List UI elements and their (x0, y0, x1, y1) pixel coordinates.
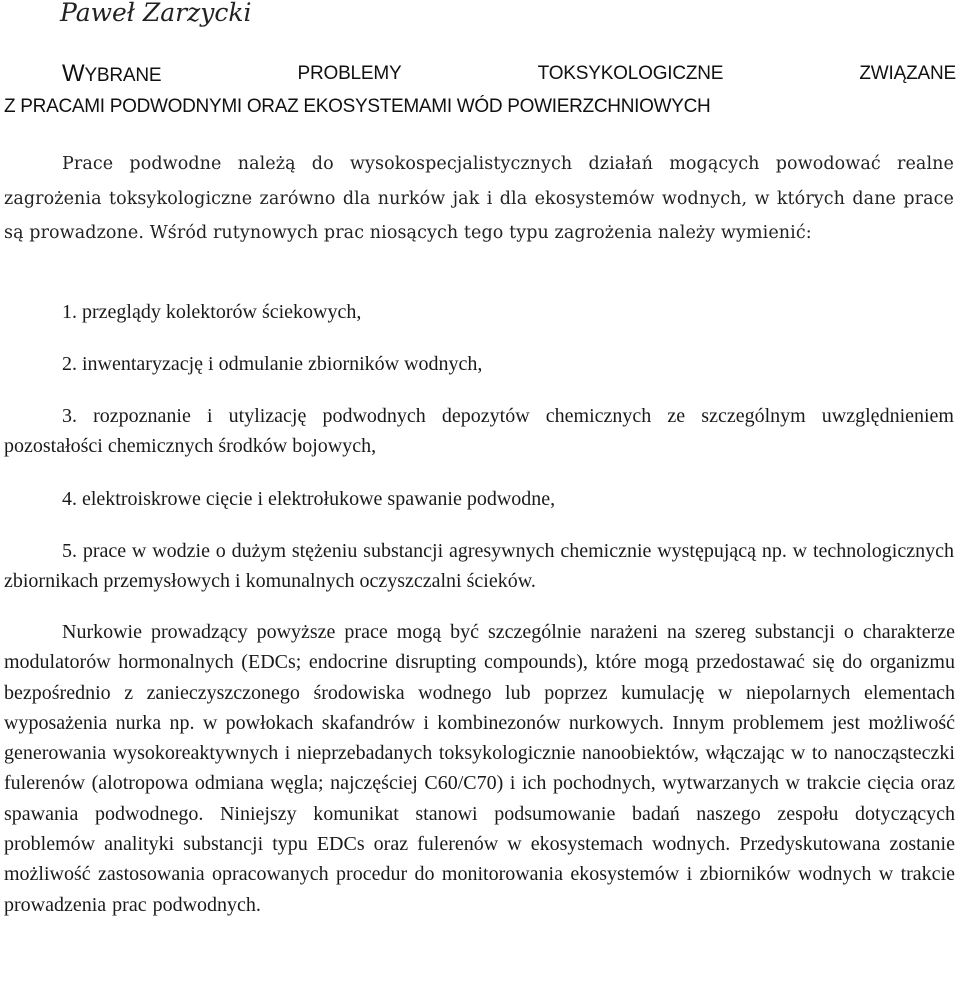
intro-paragraph (4, 147, 954, 251)
body-paragraph (4, 617, 955, 920)
title-word-1 (62, 57, 161, 90)
list-item (4, 349, 954, 379)
author-name: Paweł Zarzycki (60, 0, 252, 27)
body-paragraph-text: Nurkowie prowadzący powyższe prace mogą być szczególnie narażeni na szereg substancji o charakterze modulatorów hormonalnych (EDCs; endocrine disrupting compounds), które mogą przedostawać się do organizmu bezpośrednio z zanieczyszczonego środowiska wodnego lub poprzez kumulację w niepolarnych elementach wyposażenia nurka np. w powłokach skafandrów i kombinezonów nurkowych. Innym problemem jest możliwość generowania wysokoreaktywnych i nieprzebadanych toksykologicznie nanoobiektów, włączając w to nanocząsteczki fulerenów (alotropowa odmiana węgla; najczęściej C60/C70) i ich pochodnych, wytwarzanych w trakcie cięcia oraz spawania podwodnego. Niniejszy komunikat stanowi podsumowanie badań naszego zespołu dotyczących problemów analityki substancji typu EDCs oraz fulerenów w ekosystemach wodnych. Przedyskutowana zostanie możliwość zastosowania opracowanych procedur do monitorowania ekosystemów i zbiorników wodnych w trakcie prowadzenia prac podwodnych. (4, 621, 955, 916)
list-item-text: 4. elektroiskrowe cięcie i elektrołukowe spawanie podwodne, (62, 488, 556, 510)
title-line-2: Z PRACAMI PODWODNYMI ORAZ EKOSYSTEMAMI WÓD POWIERZCHNIOWYCH (4, 96, 711, 117)
title-word-1-initial: W (62, 60, 85, 87)
list-item (4, 536, 954, 596)
intro-text: Prace podwodne należą do wysokospecjalistycznych działań mogących powodować realne zagrożenia toksykologiczne zarówno dla nurków jak i dla ekosystemów wodnych, w których dane prace są prowadzone. Wśród rutynowych prac niosących tego typu zagrożenia należy wymienić: (4, 154, 954, 243)
title-word-4: ZWIĄZANE (859, 63, 956, 84)
title-word-2: PROBLEMY (297, 63, 402, 84)
list-item-text: 1. przeglądy kolektorów ściekowych, (62, 301, 362, 323)
document-title (4, 57, 956, 123)
list-item-text: 3. rozpoznanie i utylizację podwodnych depozytów chemicznych ze szczególnym uwzględnieniem pozostałości chemicznych środków bojowych, (4, 405, 954, 457)
list-item-text: 2. inwentaryzację i odmulanie zbiorników wodnych, (62, 353, 483, 375)
list-item (4, 297, 954, 327)
list-item (4, 484, 954, 514)
list-item (4, 401, 954, 461)
title-word-3: TOKSYKOLOGICZNE (537, 63, 724, 84)
list-item-text: 5. prace w wodzie o dużym stężeniu substancji agresywnych chemicznie występującą np. w technologicznych zbiornikach przemysłowych i komunalnych oczyszczalni ścieków. (4, 540, 954, 592)
title-word-1-rest: YBRANE (84, 65, 162, 86)
title-line-1 (62, 57, 956, 90)
